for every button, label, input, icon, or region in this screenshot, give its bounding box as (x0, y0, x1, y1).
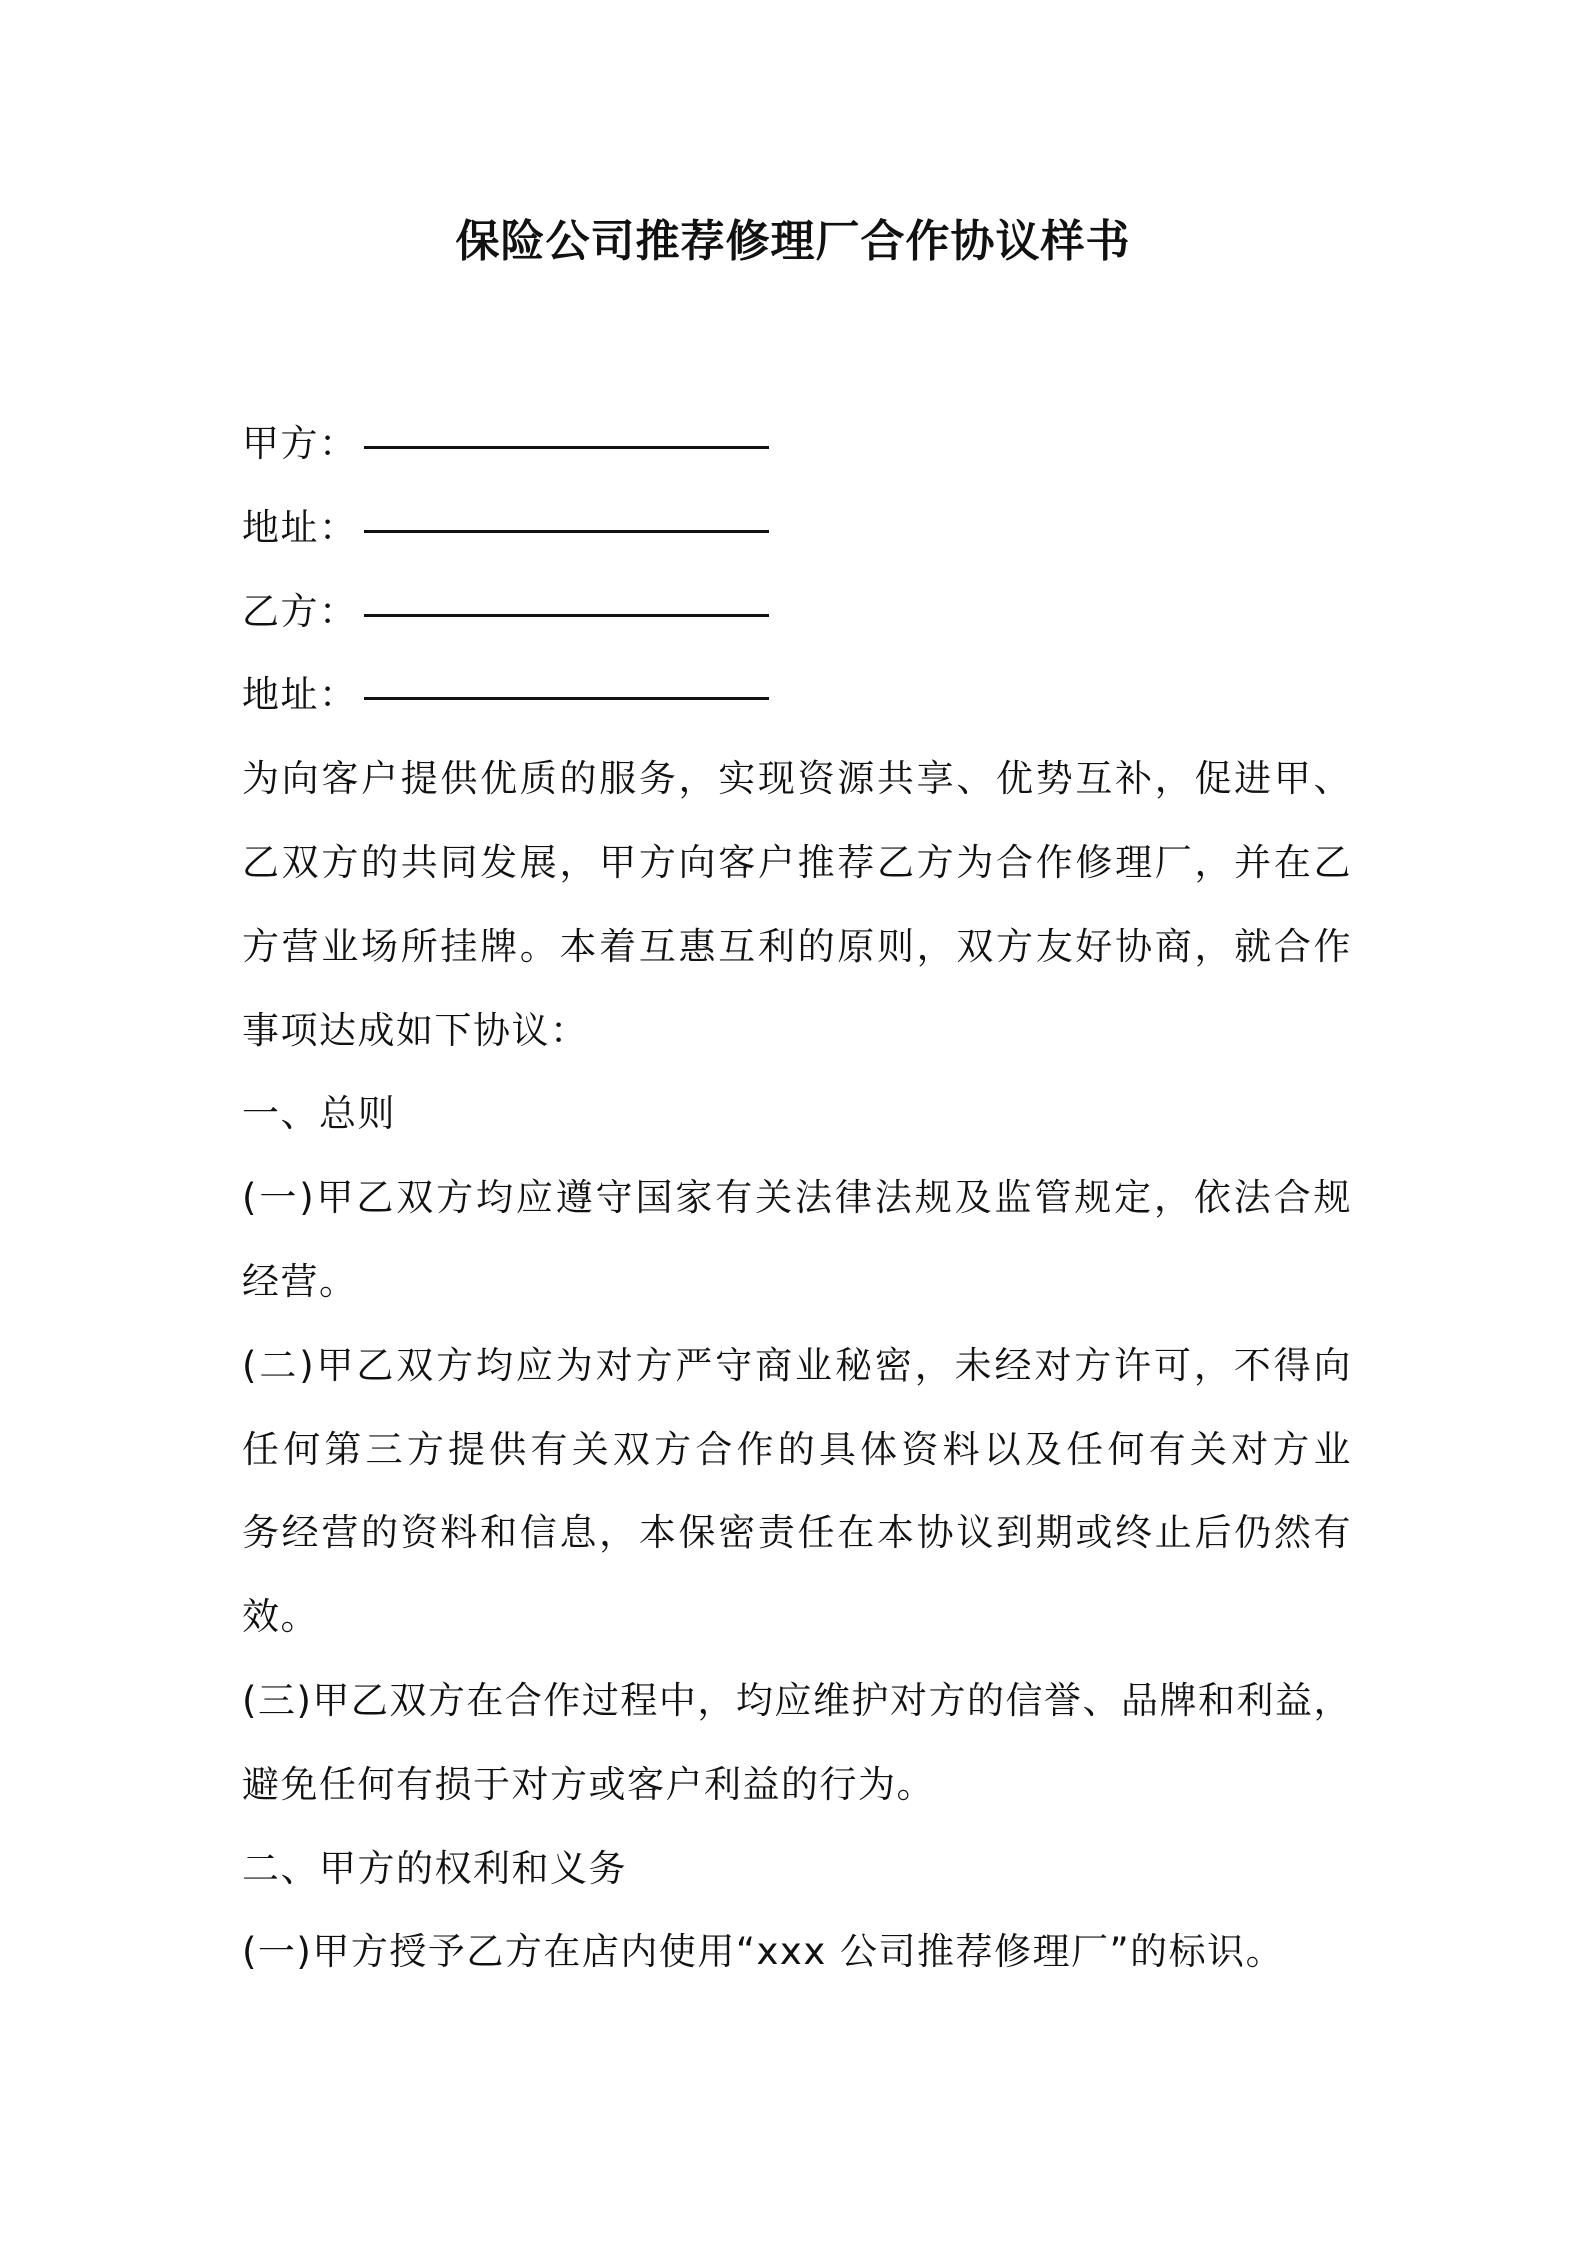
body-line: 为向客户提供优质的服务，实现资源共享、优势互补，促进甲、 (242, 757, 1352, 801)
party-b-blank (364, 610, 769, 617)
section-heading: 二、甲方的权利和义务 (242, 1846, 627, 1890)
body-line: (二)甲乙双方均应为对方严守商业秘密，未经对方许可，不得向 (242, 1343, 1352, 1387)
body-line: 任何第三方提供有关双方合作的具体资料以及任何有关对方业 (242, 1427, 1352, 1471)
body-line: 务经营的资料和信息，本保密责任在本协议到期或终止后仍然有 (242, 1511, 1352, 1555)
body-line: 效。 (242, 1595, 319, 1639)
party-a-blank (364, 442, 769, 449)
document-title: 保险公司推荐修理厂合作协议样书 (455, 216, 1131, 267)
party-a-address-line (242, 486, 1352, 570)
document-body (242, 402, 1352, 1994)
party-a-address-blank (364, 526, 769, 533)
body-line: (一)甲方授予乙方在店内使用“xxx 公司推荐修理厂”的标识。 (242, 1930, 1285, 1974)
party-b-address-label: 地址： (242, 673, 358, 717)
party-a-address-label: 地址： (242, 505, 358, 549)
body-line: 事项达成如下协议： (242, 1008, 589, 1052)
body-line: 经营。 (242, 1259, 358, 1303)
body-line: 避免任何有损于对方或客户利益的行为。 (242, 1762, 935, 1806)
party-a-label: 甲方： (242, 422, 358, 465)
section-heading: 一、总则 (242, 1092, 396, 1136)
body-line: 乙双方的共同发展，甲方向客户推荐乙方为合作修理厂，并在乙 (242, 840, 1352, 884)
party-a-line (242, 402, 1352, 486)
body-line: (三)甲乙双方在合作过程中，均应维护对方的信誉、品牌和利益， (242, 1678, 1352, 1722)
party-b-address-line (242, 653, 1352, 737)
party-b-line (242, 570, 1352, 654)
body-line: 方营业场所挂牌。本着互惠互利的原则，双方友好协商，就合作 (242, 924, 1352, 968)
party-b-address-blank (364, 693, 769, 700)
party-b-label: 乙方： (242, 589, 358, 633)
body-line: (一)甲乙双方均应遵守国家有关法律法规及监管规定，依法合规 (242, 1176, 1352, 1220)
